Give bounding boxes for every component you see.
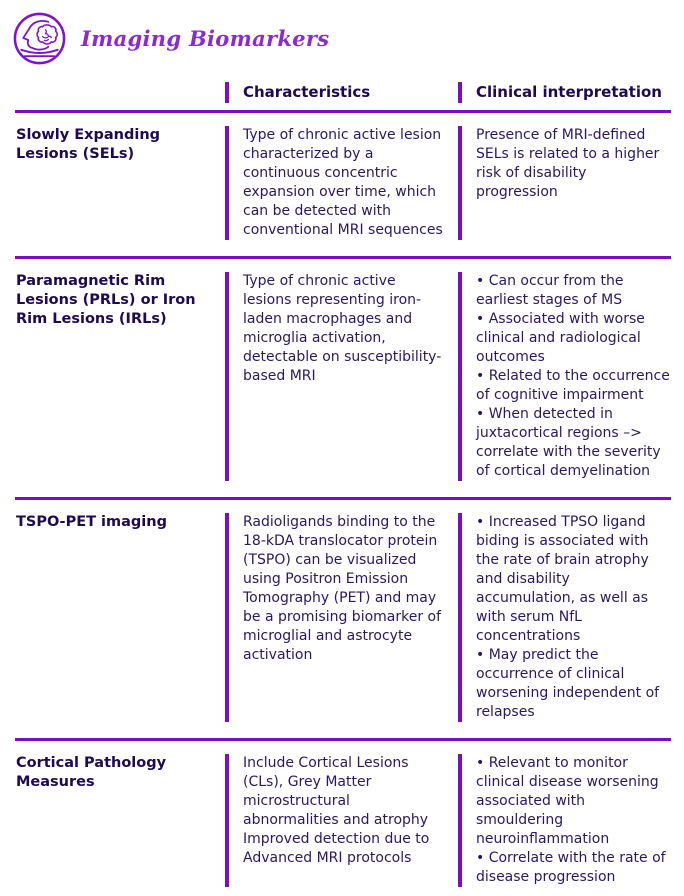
text-paragraph: • Increased TPSO ligand biding is associated with the rate of brain atrophy and disability accumulation, as well as with serum NfL concentrations bbox=[476, 514, 649, 644]
row-label: TSPO-PET imaging bbox=[16, 514, 167, 530]
row-label-cell bbox=[0, 126, 225, 240]
text-paragraph: • When detected in juxtacortical regions –> correlate with the severity of cortical demyelination bbox=[476, 406, 661, 479]
brain-scan-icon bbox=[12, 11, 67, 66]
clinical-interpretation-cell bbox=[458, 126, 684, 240]
text-paragraph: • Related to the occurrence of cognitive impairment bbox=[476, 368, 670, 403]
table-row bbox=[0, 259, 684, 490]
table-row bbox=[0, 500, 684, 731]
row-label: Slowly Expanding Lesions (SELs) bbox=[16, 127, 161, 162]
characteristics-cell bbox=[225, 754, 458, 887]
text-paragraph: Type of chronic active lesion characterized by a continuous concentric expansion over time, which can be detected with conventional MRI sequences bbox=[243, 127, 443, 238]
characteristics-cell bbox=[225, 126, 458, 240]
row-label: Cortical Pathology Measures bbox=[16, 755, 167, 790]
text-paragraph: • May predict the occurrence of clinical worsening independent of relapses bbox=[476, 647, 660, 720]
characteristics-header-cell bbox=[225, 82, 458, 103]
text-paragraph: Presence of MRI-defined SELs is related to a higher risk of disability progression bbox=[476, 127, 660, 200]
row-label-cell bbox=[0, 754, 225, 887]
text-paragraph: • Correlate with the rate of disease progression bbox=[476, 850, 666, 885]
text-paragraph: • Can occur from the earliest stages of MS bbox=[476, 273, 624, 308]
text-paragraph: Radioligands binding to the 18-kDA translocator protein (TSPO) can be visualized using Positron Emission Tomography (PET) and may be a promising biomarker of microglial and astrocyte activation bbox=[243, 514, 442, 663]
text-paragraph: • Relevant to monitor clinical disease worsening associated with smouldering neuroinflammation bbox=[476, 755, 659, 847]
clinical-interpretation-cell bbox=[458, 272, 684, 481]
characteristics-cell bbox=[225, 513, 458, 722]
text-paragraph: Improved detection due to Advanced MRI protocols bbox=[243, 831, 430, 866]
text-paragraph: Type of chronic active lesions representing iron-laden macrophages and microglia activation, detectable on susceptibility-based MRI bbox=[243, 273, 442, 384]
clinical-interpretation-cell bbox=[458, 754, 684, 887]
column-header-clinical-interpretation: Clinical interpretation bbox=[476, 83, 662, 101]
characteristics-cell bbox=[225, 272, 458, 481]
clinical-interpretation-cell bbox=[458, 513, 684, 722]
corner-cell bbox=[0, 82, 225, 103]
table-header-row bbox=[0, 82, 684, 103]
clinical-interpretation-header-cell bbox=[458, 82, 684, 103]
row-label-cell bbox=[0, 513, 225, 722]
row-label: Paramagnetic Rim Lesions (PRLs) or Iron Rim Lesions (IRLs) bbox=[16, 273, 196, 327]
header bbox=[0, 0, 684, 69]
column-header-characteristics: Characteristics bbox=[243, 83, 371, 101]
table-body bbox=[0, 113, 684, 896]
row-label-cell bbox=[0, 272, 225, 481]
text-paragraph: Include Cortical Lesions (CLs), Grey Matter microstructural abnormalities and atrophy bbox=[243, 755, 429, 828]
text-paragraph: • Associated with worse clinical and radiological outcomes bbox=[476, 311, 645, 365]
table-row bbox=[0, 113, 684, 249]
page-title: Imaging Biomarkers bbox=[81, 25, 330, 51]
